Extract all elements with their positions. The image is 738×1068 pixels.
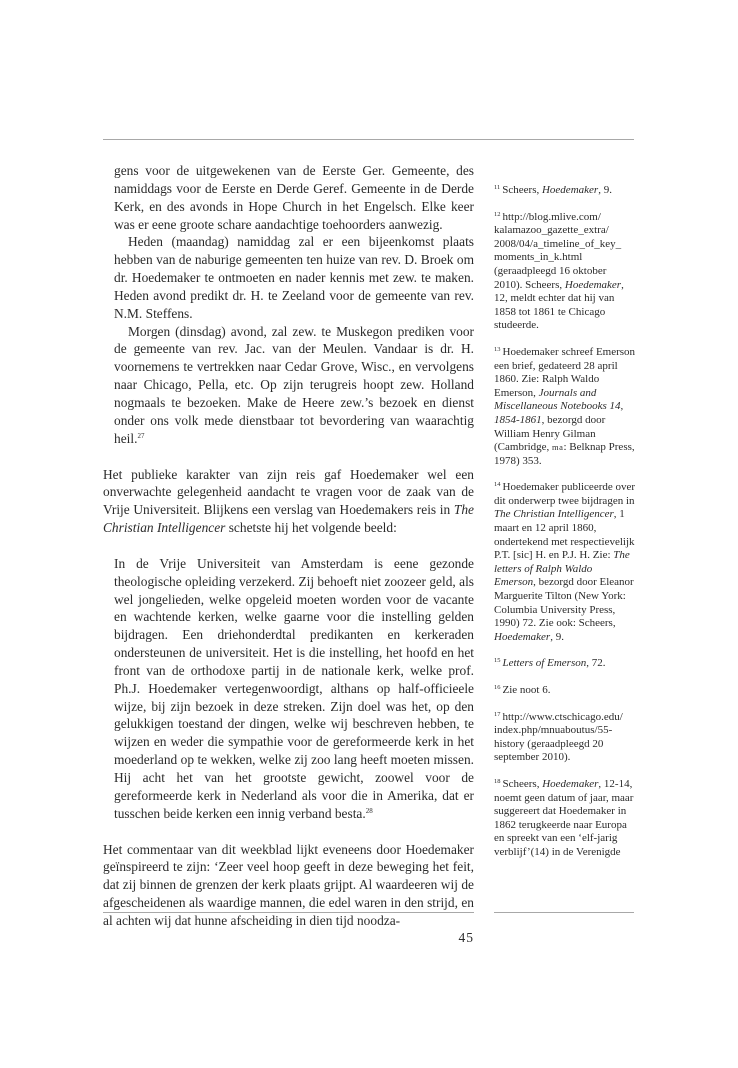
footnote-number: 12 [494,210,501,218]
note-text: , 9. [550,630,564,643]
note-text: Scheers, [502,777,543,790]
note-text: Hoedemaker publiceerde over dit onderwerp twee bijdragen in [494,481,636,507]
note-title: The Christian Intelligencer [494,508,614,521]
block-quote-2 [103,555,474,823]
note-title: Hoedemaker [494,630,551,643]
note-title: Journals and Miscellaneous Notebooks 14, 1854-1861 [494,386,624,426]
margin-notes [494,184,636,873]
body-text: Het publieke karakter van zijn reis gaf Hoedemaker wel een onverwachte gelegenheid aandacht te vragen voor de zaak van de Vrije Universiteit. Blijkens een verslag van Hoedemakers reis in [103,466,474,518]
note-title: Hoedemaker [564,278,622,291]
footnote-18 [494,778,636,860]
note-text: , 72. [586,657,606,670]
note-text: , 1 maart en 12 april 1860, ondertekend met respectievelijk P.T. [sic] H. en P.J. H. Zie: [494,508,635,562]
quote-paragraph: gens voor de uitgewekenen van de Eerste Ger. Gemeente, des namiddags voor de Eerste en Derde Geref. Gemeente in de Derde Kerk, en des avonds in Hope Church in het Engelsch. Elke keer was er eene groote schare aandachtige toehoorders aanwezig. [114,163,474,232]
footnote-13 [494,346,636,468]
note-title: The letters of Ralph Waldo Emerson [494,549,630,589]
body-paragraph: Het commentaar van dit weekblad lijkt eveneens door Hoedemaker geïnspireerd te zijn: ‘Zeer veel hoop geeft in deze beweging het feit, dat zij binnen de grenzen der kerk plaats grijpt. Al waardeeren wij de afgescheidenen als waardige mannen, die edel waren in den strijd, en al achten wij dat hunne afscheiding in dien tijd noodza- [103,841,474,928]
page-number: 45 [458,930,474,945]
footnote-number: 11 [494,184,501,191]
note-text: , 9. [598,184,612,196]
note-text: , 12, meldt echter dat hij van 1858 tot 1861 te Chicago studeerde. [494,278,624,332]
body-paragraph [103,466,474,537]
footnote-14 [494,481,636,644]
note-title: Letters of Emerson [502,657,587,670]
note-text: , bezorgd door William Henry Gilman (Cambridge, [494,413,606,454]
footnote-reference[interactable]: 27 [137,431,145,440]
note-text: , 12-14, noemt geen datum of jaar, maar suggereert dat Hoedemaker in 1862 terugkeerde naar Europa en spreekt van een ‘elf-jarig verblijf’(14) in de Verenigde [494,777,634,858]
footnote-15 [494,657,636,671]
footnote-number: 14 [494,481,501,489]
note-text: Hoedemaker schreef Emerson een brief, gedateerd 28 april 1860. Zie: Ralph Waldo Emerson, [494,345,636,399]
quote-paragraph [114,555,474,823]
footnote-16 [494,684,636,698]
note-title: Hoedemaker [541,184,599,196]
note-text: http://blog.mlive.com/ kalamazoo_gazette_extra/ 2008/04/a_timeline_of_key_ moments_in_k.html (geraadpleegd 16 oktober 2010). Scheers, [494,210,622,291]
footnote-number: 16 [494,684,501,691]
footnote-number: 17 [494,710,501,718]
top-rule [103,139,634,140]
footnote-12 [494,211,636,333]
footnote-number: 18 [494,777,501,785]
note-text: http://www.ctschicago.edu/ index.php/mnuaboutus/55-history (geraadpleegd 20 september 2010). [494,710,623,764]
quote-paragraph: Heden (maandag) namiddag zal er een bijeenkomst plaats hebben van de naburige gemeenten ten huize van rev. D. Broek om dr. Hoedemaker te ontmoeten en nader kennis met zew. te maken. Heden avond predikt dr. H. te Zeeland voor de gemeente van rev. N.M. Steffens. [114,234,474,321]
quote-paragraph [114,323,474,448]
note-text: , bezorgd door Eleanor Marguerite Tilton (New York: Columbia University Press, 1990) 72. Zie ook: Scheers, [494,576,634,630]
quote-text: In de Vrije Universiteit van Amsterdam is eene gezonde theologische opleiding verzekerd. Zij behoeft niet zoozeer geld, als wel jongelieden, welke opgeleid moeten worden voor de vacante en wachtende kerken, welke gaarne voor die instelling gelden bijdragen. Een driehonderdtal predikanten en kerkeraden ondersteunen de universiteit. Het is die instelling, het hoofd en het front van de orthodoxe partij in de nationale kerk, welke prof. Ph.J. Hoedemaker vertegenwoordigt, althans op half-officieele wijze, bij zijn bezoek in deze streken. Zijn doel was het, op den gelukkigen toestand der dingen, welke wij beschreven hebben, te wijzen en weder die sympathie voor de gereformeerde kerk in het moederland op te wekken, welke zij zoo lang heeft moeten missen. Hij acht het van het grootste gewicht, zoowel voor de gereformeerde kerk in Nederland als voor die in Amerika, dat er tusschen beide kerken een innig verband besta. [114,555,474,821]
note-text: Zie noot 6. [502,684,551,696]
footnote-number: 13 [494,345,501,353]
footnote-reference[interactable]: 28 [365,806,373,815]
footnote-number: 15 [494,657,501,665]
block-quote-1 [103,162,474,448]
note-text: : Belknap Press, 1978) 353. [494,441,635,467]
body-text: schetste hij het volgende beeld: [225,520,397,536]
footnote-11 [494,184,636,198]
note-title: Hoedemaker [542,777,599,790]
note-text: Scheers, [502,184,542,196]
footnote-17 [494,711,636,765]
bottom-rule-main [103,912,474,913]
main-text-column [103,162,474,930]
publication-title: The Christian Intelligencer [103,502,474,536]
note-small-caps: ma [552,442,564,453]
bottom-rule-notes [494,912,634,913]
quote-text: Morgen (dinsdag) avond, zal zew. te Muskegon prediken voor de gemeente van rev. Jac. van der Meulen. Vandaar is dr. H. voornemens te vertrekken naar Cedar Grove, Wisc., en vervolgens naar Chicago, Pella, etc. Op zijn terugreis hoopt zew. Holland nogmaals te bezoeken. Make de Heere zew.’s bezoek en dienst onder ons volk mede dienstbaar tot bevordering van waarachtig heil. [114,323,474,446]
